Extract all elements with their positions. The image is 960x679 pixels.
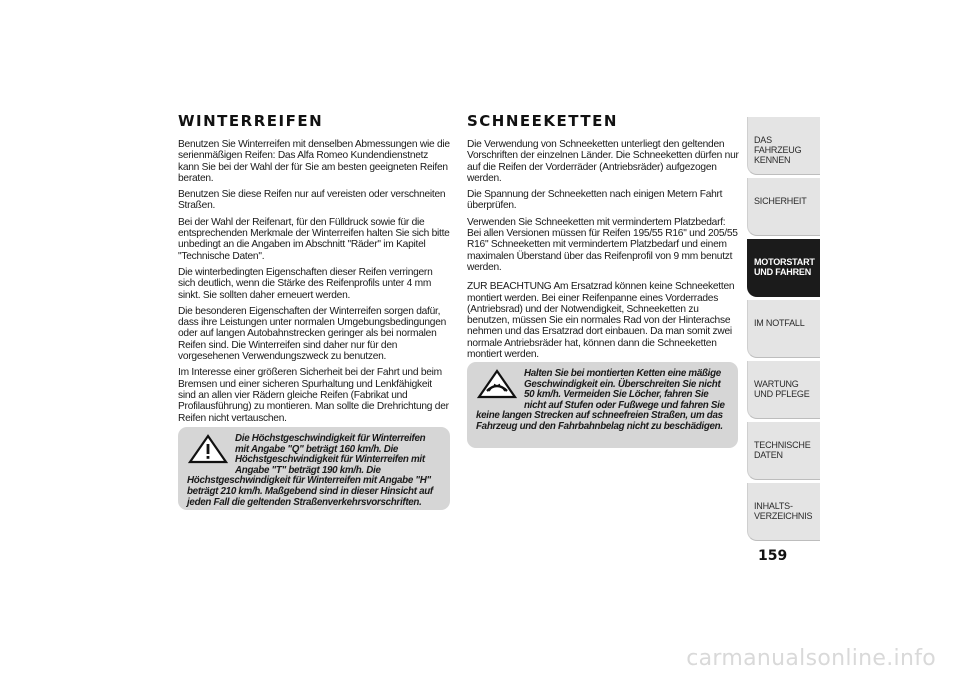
paragraph: Benutzen Sie diese Reifen nur auf vereisten oder verschneiten Straßen.: [178, 189, 446, 212]
tab-inhaltsverzeichnis[interactable]: INHALTS-VERZEICHNIS: [747, 483, 820, 541]
page-number: 159: [758, 548, 788, 564]
paragraph: Verwenden Sie Schneeketten mit vermindertem Platzbedarf: Bei allen Versionen müssen für Reifen 195/55 R16" und 205/55 R16" Schneeketten mit vermindertem Platzbedarf und einem maximalen Überstand über das Reifenprofil von 9 mm benutzt werden.: [467, 216, 738, 273]
tab-im-notfall[interactable]: IM NOTFALL: [747, 300, 820, 358]
schneeketten-section: [467, 112, 739, 365]
tab-das-fahrzeug-kennen[interactable]: DAS FAHRZEUG KENNEN: [747, 117, 820, 175]
warning-box-winterreifen: [178, 427, 450, 510]
tab-wartung-und-pflege[interactable]: WARTUNG UND PFLEGE: [747, 361, 820, 419]
chapter-tabs: [747, 117, 820, 544]
winterreifen-section: [178, 112, 450, 429]
section-title-winterreifen: WINTERREIFEN: [178, 112, 324, 130]
paragraph: Die besonderen Eigenschaften der Winterreifen sorgen dafür, dass ihre Leistungen unter normalen Umgebungsbedingungen oder auf langen Autobahnstrecken geringer als bei normalen Reifen sind. Die Winterreifen sind daher nur für den vorgesehenen Verwendungszweck zu benutzen.: [178, 305, 447, 363]
snow-chain-warning-icon: [476, 369, 518, 399]
warning-triangle-icon: [187, 434, 229, 464]
watermark: carmanualsonline.info: [686, 646, 936, 671]
paragraph: Bei der Wahl der Reifenart, für den Fülldruck sowie für die entsprechenden Merkmale der Winterreifen halten Sie sich bitte unbedingt an die Angaben im Abschnitt "Räder" im Kapitel "Technische Daten".: [178, 216, 450, 262]
section-title-schneeketten: SCHNEEKETTEN: [467, 112, 618, 130]
paragraph: Die Spannung der Schneeketten nach einigen Metern Fahrt überprüfen.: [467, 189, 723, 212]
warning-text: Halten Sie bei montierten Ketten eine mäßige Geschwindigkeit ein. Überschreiten Sie nicht 50 km/h. Vermeiden Sie Löcher, fahren Sie nicht auf Stufen oder Fußwege und fahren Sie keine langen Strecken auf schneefreien Straßen, um das Fahrzeug und den Fahrbahnbelag nicht zu beschädigen.: [476, 368, 725, 432]
warning-text: Die Höchstgeschwindigkeit für Winterreifen mit Angabe "Q" beträgt 160 km/h. Die Höchstgeschwindigkeit für Winterreifen mit Angabe "T" beträgt 190 km/h. Die Höchstgeschwindigkeit für Winterreifen mit Angabe "H" beträgt 210 km/h. Maßgebend sind in dieser Hinsicht auf jeden Fall die geltenden Straßenverkehrsvorschriften.: [187, 433, 433, 508]
paragraph: Die winterbedingten Eigenschaften dieser Reifen verringern sich deutlich, wenn die Stärke des Reifenprofils unter 4 mm sinkt. Sie sollten daher erneuert werden.: [178, 266, 433, 301]
tab-technische-daten[interactable]: TECHNISCHE DATEN: [747, 422, 820, 480]
warning-box-schneeketten: [467, 362, 738, 448]
paragraph: Im Interesse einer größeren Sicherheit bei der Fahrt und beim Bremsen und einer sicheren Spurhaltung und Lenkfähigkeit sind an allen vier Rädern gleiche Reifen (Fabrikat und Profilausführung) zu montieren. Man sollte die Drehrichtung der Reifen nicht vertauschen.: [178, 367, 449, 424]
tab-sicherheit[interactable]: SICHERHEIT: [747, 178, 820, 236]
tab-motorstart-und-fahren[interactable]: MOTORSTART UND FAHREN: [747, 239, 820, 297]
paragraph: ZUR BEACHTUNG Am Ersatzrad können keine Schneeketten montiert werden. Bei einer Reifenpanne eines Vorderrades (Antriebsrad) und der Notwendigkeit, Schneeketten zu benutzen, müssen Sie ein normales Rad von der Hinterachse nehmen und das Ersatzrad dort einbauen. Da man somit zwei normale Antriebsräder hat, können dann die Schneeketten montiert werden.: [467, 281, 735, 361]
paragraph: Die Verwendung von Schneeketten unterliegt den geltenden Vorschriften der einzelnen Länder. Die Schneeketten dürfen nur auf die Reifen der Vorderräder (Antriebsräder) aufgezogen werden.: [467, 139, 739, 184]
paragraph: Benutzen Sie Winterreifen mit denselben Abmessungen wie die serienmäßigen Reifen: Das Alfa Romeo Kundendienstnetz kann Sie bei der Wahl der für Sie am besten geeigneten Reifen beraten.: [178, 139, 450, 184]
